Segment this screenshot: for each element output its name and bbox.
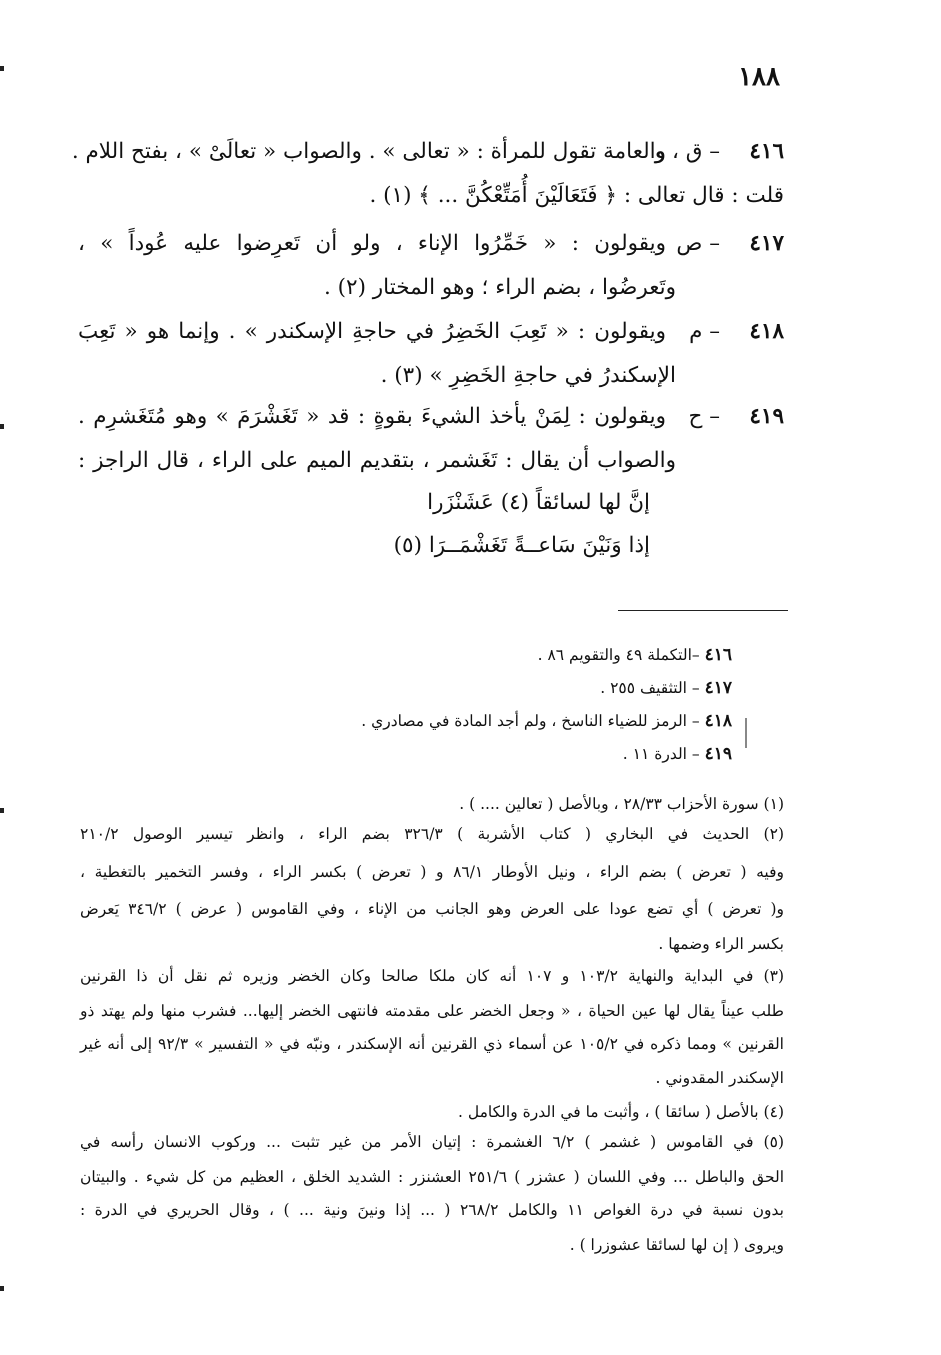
footnote-line: الإسكندر المقدوني .: [655, 1069, 784, 1087]
footnote-line: بكسر الراء وضمها .: [658, 935, 784, 953]
source-ref: [300, 711, 732, 731]
footnote-line: وفيه ( تعرض ) بضم الراء ، ونيل الأوطار ٨٦/١ و ( تعرض ) بكسر الراء ، وفسر التخمير بالتغطية ،: [80, 863, 785, 881]
entry-text: قلت : قال تعالى : ﴿ فَتَعَالَيْنَ أُمَتِّعْكُنَّ ... ﴾ (١) .: [369, 183, 784, 208]
footnote-line: الحق والباطل ... وفي اللسان ( عشزر ) ٢٥١/٦ العشنزر : الشديد الخلق ، العظيم من كل شيء . والبيتان: [80, 1168, 785, 1186]
source-ref-number: ٤١٩: [704, 744, 732, 764]
source-ref: [300, 645, 732, 665]
entry-416: [71, 130, 784, 218]
source-ref-text: – الرمز للضياء الناسخ ، ولم أجد المادة في مصادري .: [361, 712, 700, 730]
entry-text: الإسكندرُ في حاجةِ الخَضِرِ » (٣) .: [380, 363, 676, 388]
source-ref-text: – التثقيف ٢٥٥ .: [600, 679, 700, 697]
scan-mark: [0, 808, 4, 813]
source-ref-text: – الدرة ١١ .: [622, 745, 700, 763]
entry-text: ويقولون : « تَعِبَ الخَضِرُ في حاجةِ الإسكندر » . وإنما هو « تَعِبَ: [78, 319, 666, 344]
scan-mark: [0, 1286, 4, 1291]
entry-text: ويقولون : « خَمِّرُوا الإناء ، ولو أن تَعرِضوا عليه عُوداً » ،: [78, 231, 666, 256]
entry-line: [78, 354, 784, 398]
entry-line: [78, 395, 784, 439]
entry-line: [78, 439, 784, 483]
entry-number: ٤١٦: [749, 139, 784, 164]
source-ref: [300, 744, 732, 764]
source-ref-number: ٤١٧: [704, 678, 732, 698]
entry-line: [71, 130, 784, 174]
entry-line: [78, 266, 784, 310]
entry-source-code: – ق ، و: [654, 139, 720, 164]
page-number: ١٨٨: [738, 62, 780, 92]
entry-line: [78, 310, 784, 354]
entry-418: [78, 310, 784, 398]
footnote-line: (٣) في البداية والنهاية ١٠٣/٢ و ١٠٧ أنه كان ملكا صالحا وكان الخضر وزيره ثم نقل أن ذا القرنين: [80, 967, 784, 985]
footnote-line: القرنين » ومما ذكره في ١٠٥/٢ عن أسماء ذي القرنين أنه الإسكندر ، ونبّه في « التفسير » ٩٢/٣ إلى أنه غير: [80, 1035, 784, 1053]
entry-text: والصواب أن يقال : تَغَشمر ، بتقديم الميم على الراء ، قال الراجز :: [78, 448, 676, 473]
footnote-line: ويروى ( إن لها لسائقا عشوزرا ) .: [569, 1236, 784, 1254]
verse-line: إذا وَنَيْنَ سَاعــةً تَغَشْمَــرَا (٥): [393, 533, 650, 558]
footnote-divider: [618, 610, 788, 611]
entry-source-code: – م: [689, 319, 720, 344]
footnote-line: (٥) في القاموس ( غشمر ) ٦/٢ الغشمرة : إتيان الأمر من غير تثبت ... وركوب الانسان رأسه في: [80, 1133, 784, 1151]
scan-mark: [0, 66, 4, 71]
footnote-line: و( تعرض ) أي تضع عودا على العرض وهو الجانب من الإناء ، وفي القاموس ( عرض ) ٣٤٦/٢ يَعرض: [80, 900, 784, 918]
scan-mark: [0, 424, 4, 429]
entry-number: ٤١٧: [749, 231, 784, 256]
source-ref-text: –التكملة ٤٩ والتقويم ٨٦ .: [537, 646, 700, 664]
scan-mark: [745, 718, 747, 748]
footnote-line: بدون نسبة في درة الغواص ١١ والكامل ٢٦٨/٢ ( ... إذا ونينَ ونية ... ) ، وقال الحريري في الدرة :: [80, 1201, 784, 1219]
entry-419: [78, 395, 784, 483]
entry-source-code: – ح: [688, 404, 720, 429]
entry-line: [78, 174, 784, 218]
source-ref-number: ٤١٦: [704, 645, 732, 665]
verse-line: إنَّ لها لسائقاً (٤) عَشَنْزَرا: [427, 490, 650, 515]
entry-line: [78, 222, 784, 266]
entry-number: ٤١٩: [749, 404, 784, 429]
footnote-line: طلب عيناً يقال لها عين الحياة ، « وجعل الخضر على مقدمته فانتهى الخضر إليها... فشرب منها ولم يهتد ذو: [80, 1002, 784, 1020]
entry-text: ويقولون : لِمَنْ يأخذ الشيءَ بقوةٍ : قد « تَغَشْرَمَ » وهو مُتَغَشرِم .: [78, 404, 666, 429]
entry-417: [78, 222, 784, 310]
source-ref: [300, 678, 732, 698]
footnote-line: (١) سورة الأحزاب ٢٨/٣٣ ، وبالأصل ( تعالين .... ) .: [459, 795, 784, 813]
entry-number: ٤١٨: [749, 319, 784, 344]
footnote-line: (٤) بالأصل ( سائقا ) ، وأثبت ما في الدرة والكامل .: [458, 1103, 784, 1121]
entry-text: والعامة تقول للمرأة : « تعالى » . والصواب « تعالَىْ » ، بفتح اللام .: [71, 139, 666, 164]
entry-source-code: – ص: [676, 231, 720, 256]
footnote-line: (٢) الحديث في البخاري ( كتاب الأشربة ) ٣٢٦/٣ بضم الراء ، وانظر تيسير الوصول ٢١٠/٢: [80, 825, 784, 843]
source-ref-number: ٤١٨: [704, 711, 732, 731]
entry-text: وتَعرضُوا ، بضم الراء ؛ وهو المختار (٢) .: [323, 275, 676, 300]
